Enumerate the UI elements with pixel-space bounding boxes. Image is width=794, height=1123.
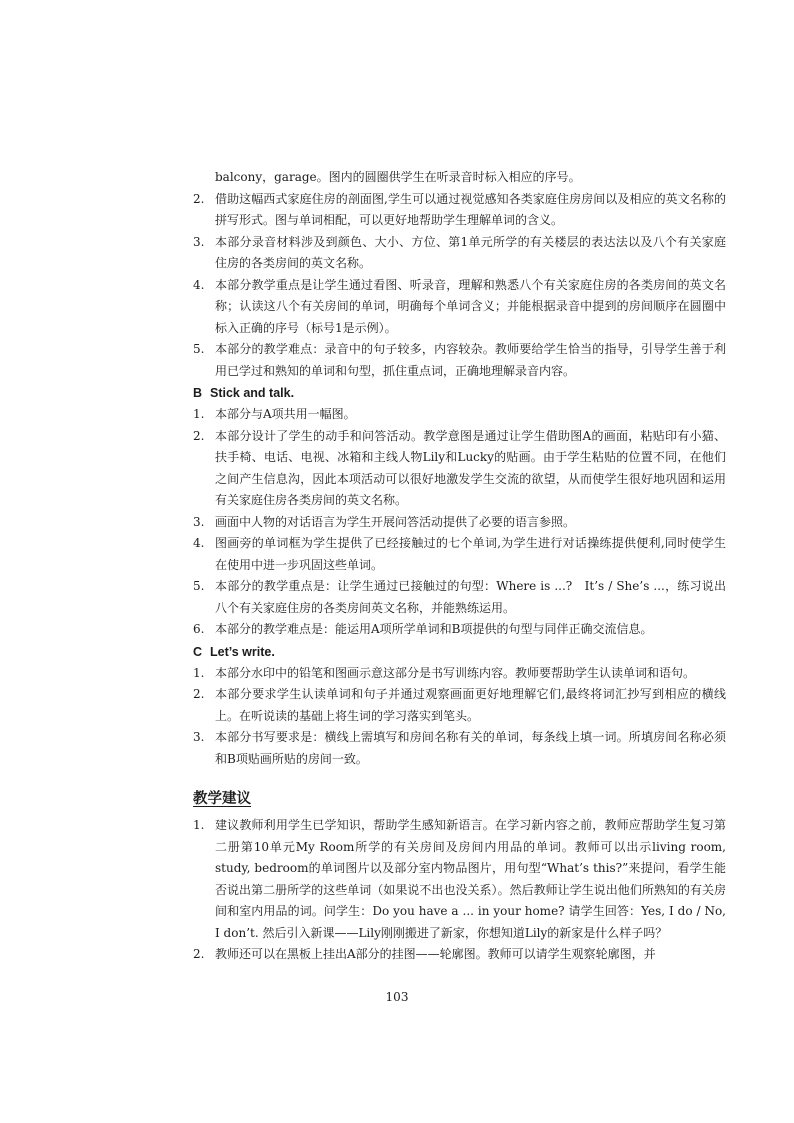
intro-line: balcony，garage。图内的圆圈供学生在听录音时标入相应的序号。 [215,170,581,184]
list-item [193,684,726,727]
section-title: Let’s write. [210,644,275,659]
section-title: Stick and talk. [210,386,295,400]
list-item [193,815,726,944]
list-item [193,339,726,382]
page-number: 103 [385,990,409,1004]
item-text: 本部分与A项共用一幅图。 [215,407,356,421]
section-b-list [193,404,726,641]
list-item [193,404,726,426]
section-b-heading [193,382,726,404]
list-item [193,663,726,685]
list-item [193,189,726,232]
item-text: 图画旁的单词框为学生提供了已经接触过的七个单词,为学生进行对话操练提供便利,同时使学生在使用中进一步巩固这些单词。 [215,536,726,572]
teaching-suggestions-list [193,815,726,966]
item-text: 本部分设计了学生的动手和问答活动。教学意图是通过让学生借助图A的画面，粘贴印有小猫、扶手椅、电话、电视、冰箱和主线人物Lily和Lucky的贴画。由于学生粘贴的位置不同，在他们之间产生信息沟，因此本项活动可以很好地激发学生交流的欲望，从而使学生很好地巩固和运用有关家庭住房各类房间的英文名称。 [215,428,726,507]
list-item [193,512,726,534]
item-text: 本部分的教学难点：录音中的句子较多，内容较杂。教师要给学生恰当的指导，引导学生善于利用已学过和熟知的单词和句型，抓住重点词，正确地理解录音内容。 [215,342,726,378]
list-item [193,576,726,619]
item-text: 本部分录音材料涉及到颜色、大小、方位、第1单元所学的有关楼层的表达法以及八个有关家庭住房的各类房间的英文名称。 [215,234,726,270]
item-text: 建议教师利用学生已学知识，帮助学生感知新语言。在学习新内容之前，教师应帮助学生复习第二册第10单元My Room所学的有关房间及房间内用品的单词。教师可以出示living room, study, bedroom的单词图片以及部分室内物品图片，用句型“What’s this?”来提问，看学生能否说出第二册所学的这些单词（如果说不出也没关系）。然后教师让学生说出他们所熟知的有关房间和室内用品的词。问学生：Do you have a ... in your home? 请学生回答：Yes, I do / No, I don’t. 然后引入新课——Lily刚刚搬进了新家，你想知道Lily的新家是什么样子吗？ [215,818,726,940]
item-text: 教师还可以在黑板上挂出A部分的挂图——轮廓图。教师可以请学生观察轮廓图，并 [215,947,656,961]
item-text: 画面中人物的对话语言为学生开展问答活动提供了必要的语言参照。 [215,514,576,529]
item-number: 2. [193,947,205,961]
item-text: 借助这幅西式家庭住房的剖面图,学生可以通过视觉感知各类家庭住房房间以及相应的英文名称的拼写形式。图与单词相配，可以更好地帮助学生理解单词的含义。 [215,191,726,227]
list-item [193,619,726,641]
section-c-list [193,663,726,771]
list-item [193,232,726,275]
list-item [193,275,726,340]
page-content [193,167,726,966]
list-item [193,533,726,576]
section-letter: C [193,644,203,659]
item-number: 5. [193,579,205,593]
item-text: 本部分的教学难点是：能运用A项所学单词和B项提供的句型与同伴正确交流信息。 [215,622,653,636]
item-number: 2. [193,191,205,206]
item-text: 本部分要求学生认读单词和句子并通过观察画面更好地理解它们,最终将词汇抄写到相应的横线上。在听说读的基础上将生词的学习落实到笔头。 [215,687,726,723]
list-item [193,426,726,512]
item-number: 4. [193,536,205,550]
item-number: 5. [193,342,205,356]
section-letter: B [193,386,203,400]
item-number: 4. [193,277,205,292]
part-a-list [193,189,726,383]
list-item [193,727,726,770]
item-number: 3. [193,234,205,249]
list-item [193,944,726,966]
item-number: 2. [193,428,205,443]
item-number: 1. [193,818,205,832]
item-number: 1. [193,665,205,680]
item-text: 本部分书写要求是：横线上需填写和房间名称有关的单词，每条线上填一词。所填房间名称必须和B项贴画所贴的房间一致。 [215,730,726,766]
item-text: 本部分教学重点是让学生通过看图、听录音，理解和熟悉八个有关家庭住房的各类房间的英文名称；认读这八个有关房间的单词，明确每个单词含义；并能根据录音中提到的房间顺序在圆圈中标入正确的序号（标号1是示例）。 [215,277,726,335]
item-text: 本部分的教学重点是：让学生通过已接触过的句型：Where is ...? It’s / She’s ...，练习说出八个有关家庭住房的各类房间英文名称，并能熟练运用。 [215,579,726,615]
item-number: 6. [193,622,205,636]
item-number: 3. [193,514,205,529]
item-number: 3. [193,730,205,744]
section-c-heading [193,641,726,663]
teaching-suggestions-heading: 教学建议 [193,790,251,807]
item-number: 2. [193,687,205,701]
item-number: 1. [193,407,205,421]
item-text: 本部分水印中的铅笔和图画示意这部分是书写训练内容。教师要帮助学生认读单词和语句。 [215,665,696,680]
